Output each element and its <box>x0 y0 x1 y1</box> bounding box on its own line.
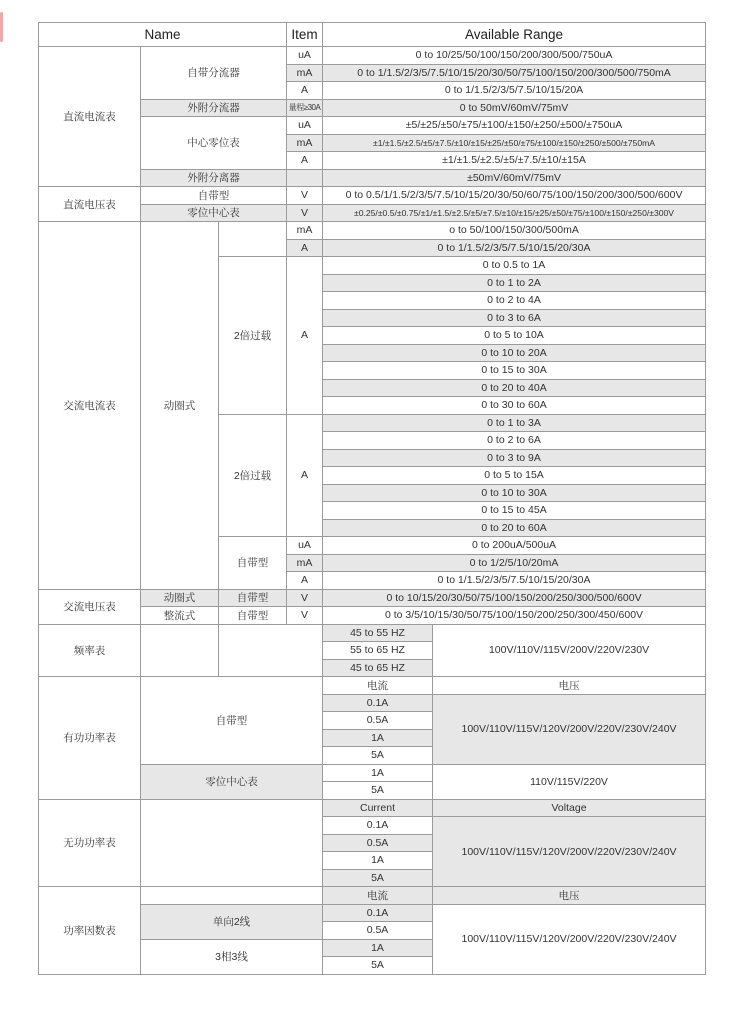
table-cell: 0 to 1/1.5/2/3/5/7.5/10/15/20/30A <box>323 572 706 590</box>
table-cell: 100V/110V/115V/120V/200V/220V/230V/240V <box>433 904 706 974</box>
table-cell: 55 to 65 HZ <box>323 642 433 660</box>
table-cell: uA <box>287 117 323 135</box>
table-cell: 2倍过载 <box>219 414 287 537</box>
table-cell: 自带分流器 <box>141 47 287 100</box>
table-cell <box>219 222 287 257</box>
table-cell: A <box>287 239 323 257</box>
table-cell: 0 to 3/5/10/15/30/50/75/100/150/200/250/300/450/600V <box>323 607 706 625</box>
table-cell: A <box>287 572 323 590</box>
table-cell: 1A <box>323 852 433 870</box>
spec-table-body <box>39 47 706 975</box>
table-cell: 5A <box>323 782 433 800</box>
frequency-meter-label: 频率表 <box>39 624 141 677</box>
table-row <box>39 624 706 642</box>
table-cell: 量程≥30A <box>287 99 323 117</box>
table-cell: 0 to 5 to 15A <box>323 467 706 485</box>
table-cell: 0 to 0.5 to 1A <box>323 257 706 275</box>
dc-ammeter-label: 直流电流表 <box>39 47 141 187</box>
active-power-meter-label: 有功功率表 <box>39 677 141 800</box>
table-row <box>39 887 706 905</box>
table-cell: 0 to 1/2/5/10/20mA <box>323 554 706 572</box>
table-cell: 0.1A <box>323 817 433 835</box>
table-cell: Current <box>323 799 433 817</box>
table-cell: 0 to 1 to 2A <box>323 274 706 292</box>
table-cell: 自带型 <box>219 589 287 607</box>
table-cell: V <box>287 204 323 222</box>
table-cell <box>287 169 323 187</box>
table-cell: 5A <box>323 747 433 765</box>
table-cell: 中心零位表 <box>141 117 287 170</box>
power-factor-meter-label: 功率因数表 <box>39 887 141 975</box>
table-cell: 0 to 15 to 30A <box>323 362 706 380</box>
table-cell: 电压 <box>433 887 706 905</box>
table-cell: 电压 <box>433 677 706 695</box>
left-edge-pink-mark <box>0 12 3 42</box>
header-name: Name <box>39 23 287 47</box>
table-cell <box>219 624 323 677</box>
table-cell: 0.1A <box>323 694 433 712</box>
table-cell: 动圈式 <box>141 222 219 590</box>
table-row <box>39 187 706 205</box>
table-cell: 0 to 1 to 3A <box>323 414 706 432</box>
spec-table <box>38 22 706 975</box>
table-cell: 外附分离器 <box>141 169 287 187</box>
ac-voltmeter-label: 交流电压表 <box>39 589 141 624</box>
table-cell: 0.1A <box>323 904 433 922</box>
table-cell: 0 to 50mV/60mV/75mV <box>323 99 706 117</box>
table-cell: 2倍过载 <box>219 257 287 415</box>
header-row <box>39 23 706 47</box>
table-cell: 0 to 2 to 4A <box>323 292 706 310</box>
table-row <box>39 677 706 695</box>
table-cell: 1A <box>323 939 433 957</box>
table-cell: ±5/±25/±50/±75/±100/±150/±250/±500/±750uA <box>323 117 706 135</box>
table-cell: 1A <box>323 729 433 747</box>
reactive-power-meter-label: 无功功率表 <box>39 799 141 887</box>
table-cell: 5A <box>323 957 433 975</box>
table-cell: 100V/110V/115V/120V/200V/220V/230V/240V <box>433 817 706 887</box>
table-cell: 电流 <box>323 887 433 905</box>
table-cell: 45 to 65 HZ <box>323 659 433 677</box>
table-cell: Voltage <box>433 799 706 817</box>
table-cell: ±50mV/60mV/75mV <box>323 169 706 187</box>
table-cell: 0.5A <box>323 834 433 852</box>
table-cell: 0 to 20 to 60A <box>323 519 706 537</box>
table-cell: ±1/±1.5/±2.5/±5/±7.5/±10/±15/±25/±50/±75/±100/±150/±250/±500/±750mA <box>323 134 706 152</box>
table-cell: mA <box>287 554 323 572</box>
header-item: Item <box>287 23 323 47</box>
table-cell: 自带型 <box>141 677 323 765</box>
header-available-range: Available Range <box>323 23 706 47</box>
table-cell: 0 to 1/1.5/2/3/5/7.5/10/15/20A <box>323 82 706 100</box>
table-cell: 0 to 0.5/1/1.5/2/3/5/7.5/10/15/20/30/50/60/75/100/150/200/300/500/600V <box>323 187 706 205</box>
table-row <box>39 222 706 240</box>
table-cell: 自带型 <box>219 537 287 590</box>
table-cell: ±1/±1.5/±2.5/±5/±7.5/±10/±15A <box>323 152 706 170</box>
table-cell: 0 to 10/25/50/100/150/200/300/500/750uA <box>323 47 706 65</box>
table-cell: 0 to 1/1.5/2/3/5/7.5/10/15/20/30/50/75/100/150/200/300/500/750mA <box>323 64 706 82</box>
table-row <box>39 799 706 817</box>
table-cell: A <box>287 257 323 415</box>
ac-ammeter-label: 交流电流表 <box>39 222 141 590</box>
table-cell: 自带型 <box>219 607 287 625</box>
table-cell: V <box>287 187 323 205</box>
table-cell: 100V/110V/115V/200V/220V/230V <box>433 624 706 677</box>
table-cell: A <box>287 152 323 170</box>
table-cell: 0 to 5 to 10A <box>323 327 706 345</box>
table-cell: 0 to 2 to 6A <box>323 432 706 450</box>
table-cell: 5A <box>323 869 433 887</box>
table-cell: 0 to 3 to 9A <box>323 449 706 467</box>
table-cell: 自带型 <box>141 187 287 205</box>
table-cell: 0 to 1/1.5/2/3/5/7.5/10/15/20/30A <box>323 239 706 257</box>
table-cell: o to 50/100/150/300/500mA <box>323 222 706 240</box>
table-cell: 0 to 10 to 30A <box>323 484 706 502</box>
table-cell: ±0.25/±0.5/±0.75/±1/±1.5/±2.5/±5/±7.5/±10/±15/±25/±50/±75/±100/±150/±250/±300V <box>323 204 706 222</box>
table-cell: A <box>287 82 323 100</box>
table-cell: 单向2线 <box>141 904 323 939</box>
table-cell: 0 to 10/15/20/30/50/75/100/150/200/250/300/500/600V <box>323 589 706 607</box>
table-cell: mA <box>287 134 323 152</box>
table-cell: 0 to 15 to 45A <box>323 502 706 520</box>
table-cell: 0 to 20 to 40A <box>323 379 706 397</box>
table-cell: 电流 <box>323 677 433 695</box>
table-row <box>39 47 706 65</box>
table-cell: 0 to 10 to 20A <box>323 344 706 362</box>
table-cell: mA <box>287 64 323 82</box>
dc-voltmeter-label: 直流电压表 <box>39 187 141 222</box>
table-cell: uA <box>287 537 323 555</box>
table-cell: 3相3线 <box>141 939 323 974</box>
table-cell: 0.5A <box>323 712 433 730</box>
table-cell: 0.5A <box>323 922 433 940</box>
table-cell <box>141 624 219 677</box>
table-cell: 0 to 200uA/500uA <box>323 537 706 555</box>
table-cell <box>141 887 323 905</box>
table-cell: 外附分流器 <box>141 99 287 117</box>
table-row <box>39 589 706 607</box>
table-cell: 零位中心表 <box>141 204 287 222</box>
table-cell <box>141 799 323 887</box>
table-cell: 动圈式 <box>141 589 219 607</box>
table-cell: 1A <box>323 764 433 782</box>
table-cell: uA <box>287 47 323 65</box>
table-cell: 45 to 55 HZ <box>323 624 433 642</box>
table-cell: 110V/115V/220V <box>433 764 706 799</box>
table-cell: 0 to 30 to 60A <box>323 397 706 415</box>
table-cell: A <box>287 414 323 537</box>
table-cell: mA <box>287 222 323 240</box>
table-cell: 整流式 <box>141 607 219 625</box>
table-cell: 100V/110V/115V/120V/200V/220V/230V/240V <box>433 694 706 764</box>
table-cell: 零位中心表 <box>141 764 323 799</box>
table-cell: V <box>287 607 323 625</box>
table-cell: 0 to 3 to 6A <box>323 309 706 327</box>
table-cell: V <box>287 589 323 607</box>
